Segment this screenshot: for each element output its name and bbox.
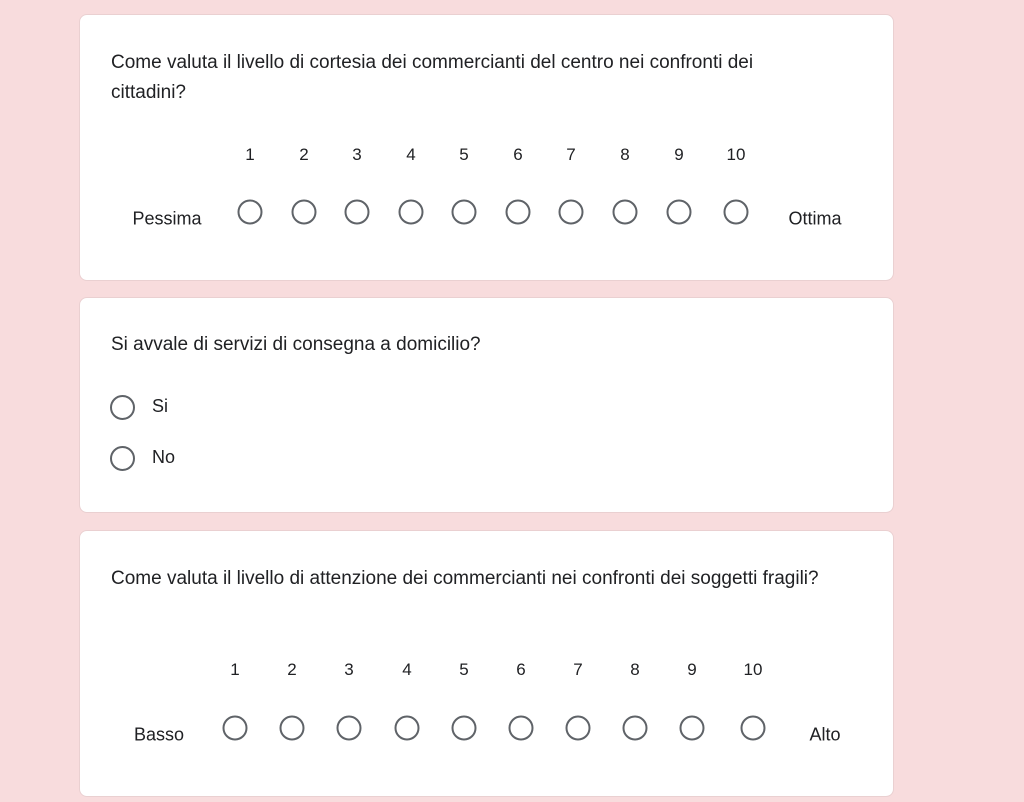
option-no-label: No [152,447,176,467]
scale-number-7: 7 [573,660,583,679]
scale-radio-7[interactable] [559,200,584,225]
scale-number-10: 10 [743,660,763,679]
question-card-cortesia [79,14,894,281]
scale-radio-10[interactable] [741,716,766,741]
scale-high-label: Alto [809,724,841,745]
scale-number-1: 1 [230,660,240,679]
scale-radio-1[interactable] [223,716,248,741]
option-si-label: Si [152,396,169,416]
scale-radio-2[interactable] [280,716,305,741]
scale-radio-4[interactable] [395,716,420,741]
scale-radio-6[interactable] [506,200,531,225]
scale-number-2: 2 [299,145,309,164]
question-title: Si avvale di servizi di consegna a domicilio? [111,334,481,355]
scale-number-4: 4 [406,145,416,164]
scale-number-9: 9 [687,660,697,679]
scale-number-5: 5 [459,145,469,164]
scale-number-10: 10 [726,145,746,164]
scale-number-8: 8 [620,145,630,164]
scale-number-3: 3 [352,145,362,164]
scale-number-9: 9 [674,145,684,164]
question-title: Come valuta il livello di cortesia dei commercianti del centro nei confronti dei cittadini? [111,52,754,103]
option-no[interactable] [110,443,410,473]
scale-radio-8[interactable] [623,716,648,741]
scale-number-6: 6 [516,660,526,679]
option-si-radio[interactable] [110,395,135,420]
scale-low-label: Pessima [132,208,202,229]
scale-number-4: 4 [402,660,412,679]
scale-radio-4[interactable] [399,200,424,225]
scale-number-8: 8 [630,660,640,679]
scale-number-5: 5 [459,660,469,679]
scale-low-label: Basso [133,724,185,745]
question-title: Come valuta il livello di attenzione dei commercianti nei confronti dei soggetti fragili? [111,568,819,589]
scale-radio-5[interactable] [452,716,477,741]
scale-radio-3[interactable] [345,200,370,225]
scale-number-7: 7 [566,145,576,164]
question-card-attenzione [79,530,894,797]
scale-number-3: 3 [344,660,354,679]
option-si[interactable] [110,392,410,422]
scale-radio-9[interactable] [667,200,692,225]
scale-radio-3[interactable] [337,716,362,741]
scale-number-6: 6 [513,145,523,164]
scale-radio-9[interactable] [680,716,705,741]
scale-radio-5[interactable] [452,200,477,225]
scale-radio-1[interactable] [238,200,263,225]
scale-radio-8[interactable] [613,200,638,225]
scale-radio-6[interactable] [509,716,534,741]
scale-high-label: Ottima [788,208,842,229]
question-card-consegna [79,297,894,513]
scale-radio-2[interactable] [292,200,317,225]
option-no-radio[interactable] [110,446,135,471]
scale-number-1: 1 [245,145,255,164]
scale-radio-7[interactable] [566,716,591,741]
scale-radio-10[interactable] [724,200,749,225]
scale-number-2: 2 [287,660,297,679]
